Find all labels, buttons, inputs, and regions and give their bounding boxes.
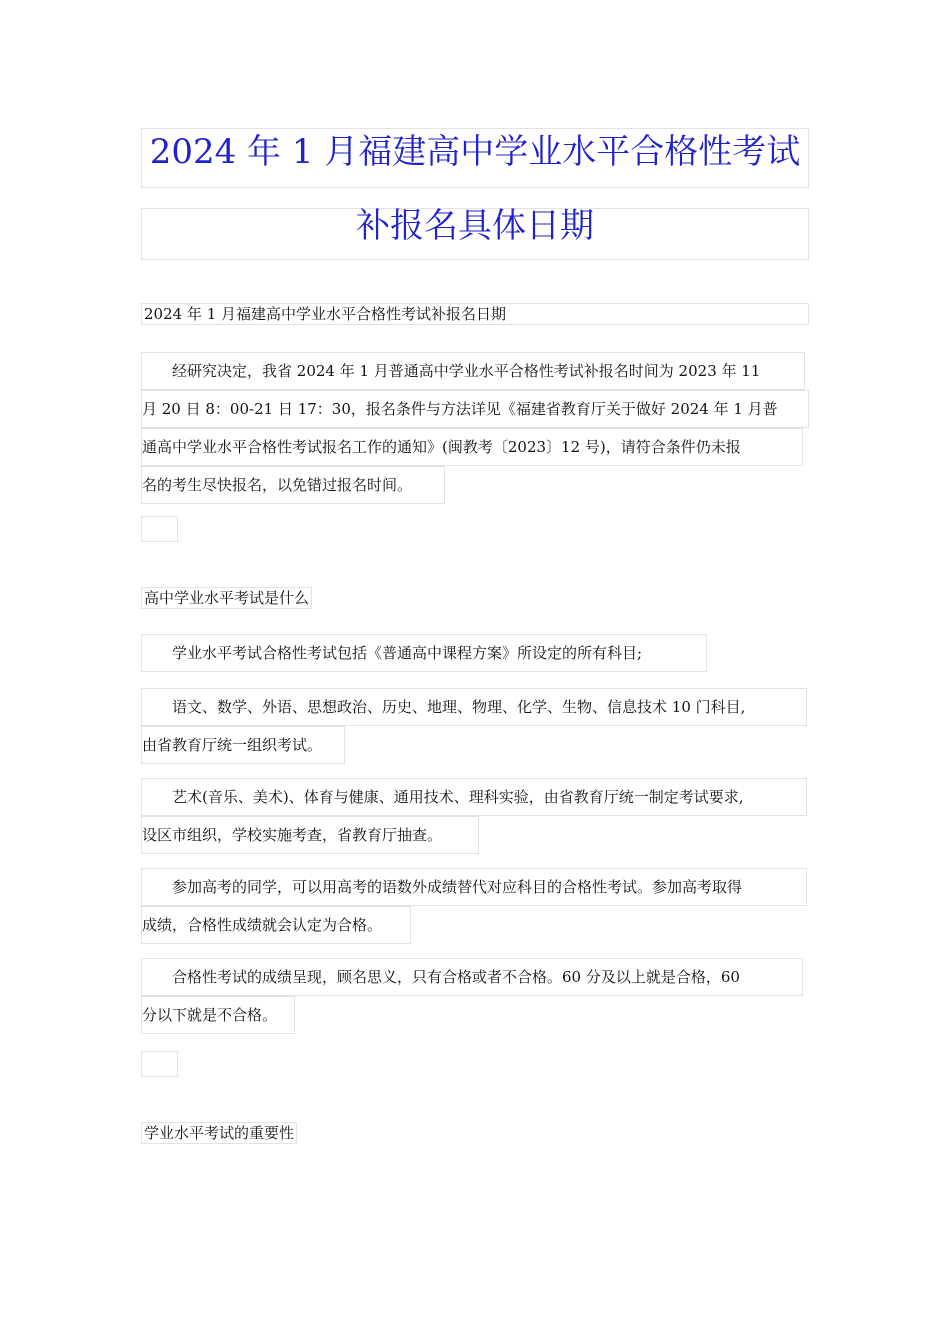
paragraph-line: 参加高考的同学，可以用高考的语数外成绩替代对应科目的合格性考试。参加高考取得 — [141, 868, 807, 906]
paragraph-line: 由省教育厅统一组织考试。 — [141, 726, 345, 764]
empty-spacer — [141, 516, 178, 542]
section2-paragraph-1 — [141, 634, 707, 672]
section3-heading: 学业水平考试的重要性 — [141, 1122, 297, 1144]
paragraph-line: 合格性考试的成绩呈现，顾名思义，只有合格或者不合格。60 分及以上就是合格，60 — [141, 958, 803, 996]
paragraph-line: 通高中学业水平合格性考试报名工作的通知》(闽教考〔2023〕12 号)，请符合条件仍未报 — [141, 428, 803, 466]
empty-spacer — [141, 1051, 178, 1077]
section1-paragraph — [141, 352, 809, 504]
section2-heading: 高中学业水平考试是什么 — [141, 587, 312, 609]
paragraph-line: 分以下就是不合格。 — [141, 996, 295, 1034]
section2-paragraph-2 — [141, 688, 807, 764]
paragraph-line: 语文、数学、外语、思想政治、历史、地理、物理、化学、生物、信息技术 10 门科目, — [141, 688, 807, 726]
paragraph-line: 月 20 日 8：00-21 日 17：30，报名条件与方法详见《福建省教育厅关于做好 2024 年 1 月普 — [141, 390, 809, 428]
section2-paragraph-5 — [141, 958, 803, 1034]
section2-paragraph-4 — [141, 868, 807, 944]
paragraph-line: 艺术(音乐、美术)、体育与健康、通用技术、理科实验，由省教育厅统一制定考试要求, — [141, 778, 807, 816]
section2-paragraph-3 — [141, 778, 807, 854]
paragraph-line: 学业水平考试合格性考试包括《普通高中课程方案》所设定的所有科目; — [141, 634, 707, 672]
paragraph-line: 设区市组织，学校实施考查，省教育厅抽查。 — [141, 816, 479, 854]
paragraph-line: 成绩，合格性成绩就会认定为合格。 — [141, 906, 411, 944]
paragraph-line: 名的考生尽快报名，以免错过报名时间。 — [141, 466, 445, 504]
document-title-line-1: 2024 年 1 月福建高中学业水平合格性考试 — [141, 128, 809, 188]
document-title-line-2: 补报名具体日期 — [141, 208, 809, 260]
section1-heading: 2024 年 1 月福建高中学业水平合格性考试补报名日期 — [141, 303, 809, 325]
paragraph-line: 经研究决定，我省 2024 年 1 月普通高中学业水平合格性考试补报名时间为 2023 年 11 — [141, 352, 805, 390]
